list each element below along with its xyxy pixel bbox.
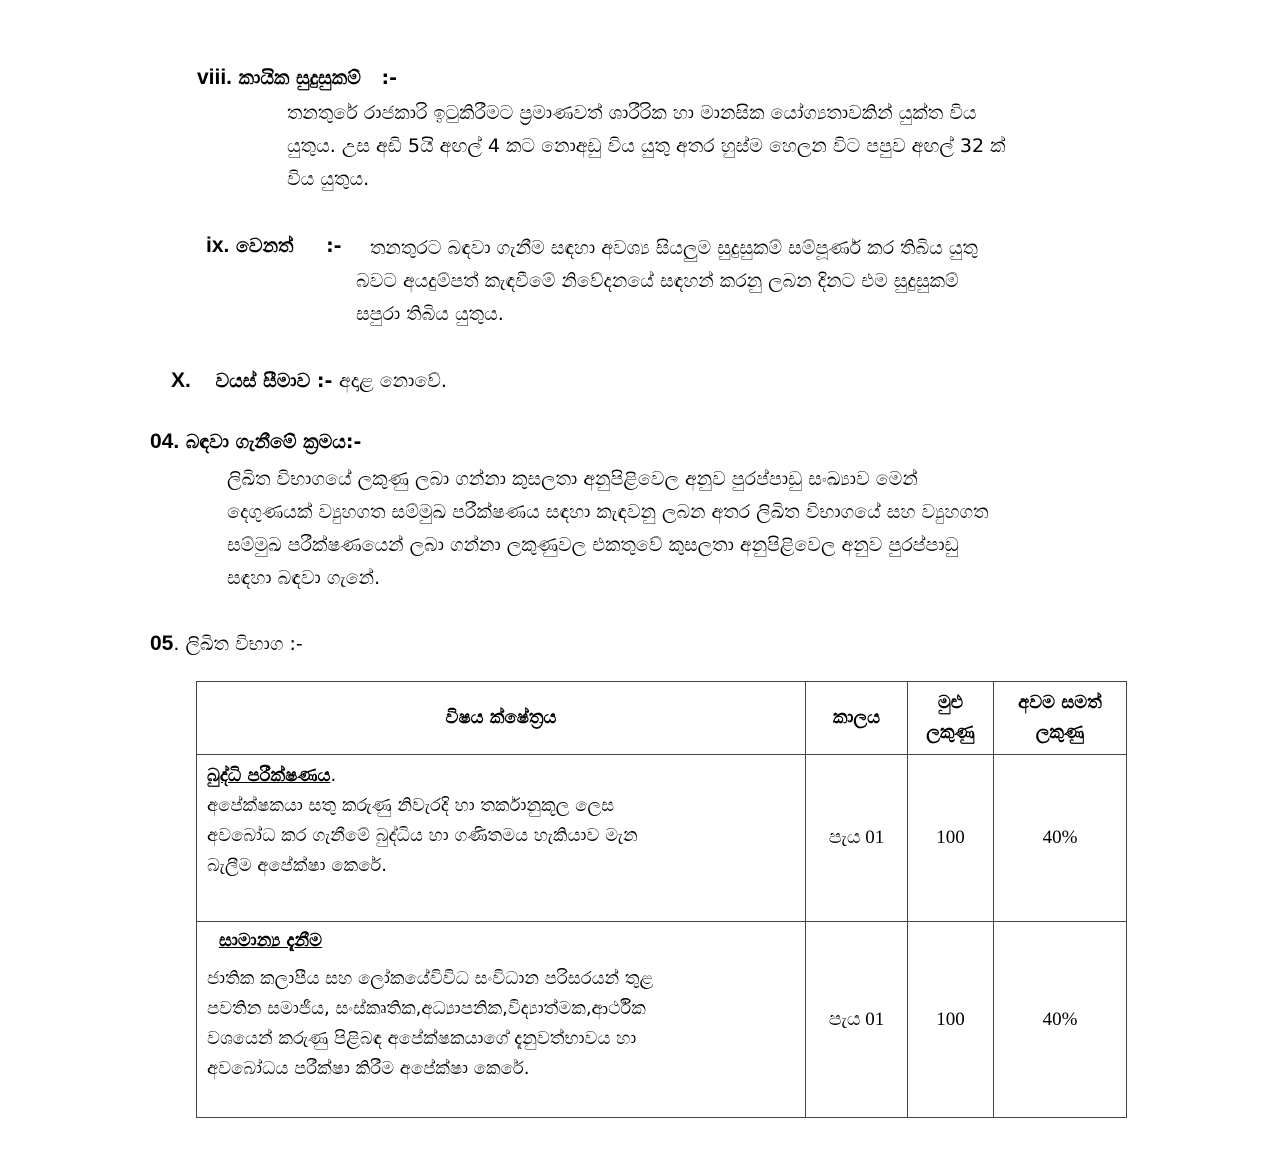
row-min-pass: 40% [994,922,1127,1118]
section-05-number: 05 [150,632,174,655]
header-duration: කාලය [806,682,908,755]
section-viii-body [287,97,1127,196]
section-ix-line: සපුරා තිබිය යුතුය. [356,303,504,325]
section-04-line: සම්මුඛ පරීක්ෂණයෙන් ලබා ගන්නා ලකුණුවල එකතුවේ කුසලතා අනුපිළිවෙල අනුව පුරප්පාඩු [227,534,959,556]
row-subject-title: බුද්ධි පරීක්ෂණය [207,765,331,786]
table-row [197,922,1127,1118]
header-total-marks-line2: ලකුණු [926,722,975,743]
section-viii-line: විය යුතුය. [287,168,370,190]
row-description-line: බැලීම අපේක්ෂා කෙරේ. [207,855,387,876]
section-viii-heading [197,66,397,90]
row-subject-title-suffix: . [330,765,337,786]
section-viii-line: යුතුය. උස අඩි 5යි අඟල් 4 කට නොඅඩු විය යුතු අතර හුස්ම හෙලන විට පපුව අඟල් 32 ක් [287,135,1006,157]
row-subject-cell [197,922,806,1118]
table-row [197,755,1127,922]
section-05-title: . ලිඛිත විභාග :- [173,633,303,655]
header-total-marks [908,682,994,755]
row-duration: පැය 01 [806,755,908,922]
header-total-marks-line1: මුළු [937,692,964,713]
section-04-line: සඳහා බඳවා ගැනේ. [227,567,381,589]
row-description-line: අපේක්ෂකයා සතු කරුණු නිවැරදි හා තර්කානුකූල ලෙස [207,795,615,816]
header-min-pass-line1: අවම සමත් [1018,692,1102,713]
section-ix-separator: :- [326,235,342,257]
section-04-title: බඳවා ගැනීමේ ක්‍රමය:- [185,431,362,453]
section-x-label: X. [171,369,191,392]
row-description-line: වශයෙන් කරුණු පිළිබඳ අපේක්ෂකයාගේ දැනුවත්භාවය හා [207,1028,637,1049]
section-x-text: අදාළ නොවේ. [339,370,447,392]
section-04-heading [150,430,361,454]
section-04-number: 04. [150,430,180,453]
header-min-pass-line2: ලකුණු [1035,722,1085,743]
section-ix-heading [206,234,342,258]
section-ix-title: වෙනත් [235,235,294,257]
section-viii-separator: :- [381,67,397,89]
row-total-marks: 100 [908,922,994,1118]
row-description-line: අවබෝධ කර ගැනීමේ බුද්ධිය හා ගණිතමය හැකියාව මැන [207,825,638,846]
row-duration: පැය 01 [806,922,908,1118]
written-exam-table [196,681,1127,1118]
row-subject-title: සාමාන්‍ය දැනීම [219,930,323,951]
row-subject-cell [197,755,806,922]
section-viii-line: තනතුරේ රාජකාරි ඉටුකිරීමට ප්‍රමාණවත් ශාරීරික හා මානසික යෝග්‍යතාවකින් යුක්ත විය [287,102,977,124]
section-x-title: වයස් සීමාව :- [215,370,333,392]
row-description-line: අවබෝධය පරීක්ෂා කිරීම අපේක්ෂා කෙරේ. [207,1058,530,1079]
section-x-heading [171,369,447,393]
header-subject: විෂය ක්ෂේත්‍රය [197,682,806,755]
section-viii-label: viii. [197,66,233,89]
section-04-line: දෙගුණයක් ව්‍යුහගත සම්මුඛ පරීක්ෂණය සඳහා කැඳවනු ලබන අතර ලිඛිත විභාගයේ සහ ව්‍යුහගත [227,501,989,523]
row-total-marks: 100 [908,755,994,922]
section-ix-line-first: තනතුරට බඳවා ගැනීම සඳහා අවශ්‍ය සියලුම සුදුසුකම් සම්පූර්ණ කර තිබිය යුතු [370,237,978,259]
section-ix-line: බවට අයදුම්පත් කැඳවීමේ නිවේදනයේ සඳහන් කරනු ලබන දිනට එම සුදුසුකම් [356,270,959,292]
row-min-pass: 40% [994,755,1127,922]
table-header-row [197,682,1127,755]
section-05-heading [150,632,303,656]
section-viii-title: කායික සුදුසුකම් [238,67,361,89]
section-04-line: ලිඛිත විභාගයේ ලකුණු ලබා ගන්නා කුසලතා අනුපිළිවෙල අනුව පුරප්පාඩු සංඛ්‍යාව මෙන් [227,468,918,490]
header-min-pass-marks [994,682,1127,755]
row-description-line: පවතින සමාජීය, සංස්කෘතික,අධ්‍යාපනික,විද්‍යාත්මක,ආර්ථික [207,998,646,1019]
section-ix-body [356,265,959,331]
section-04-body [227,463,1127,595]
row-description-line: ජාතික කලාපීය සහ ලෝකයේවිවිධ සංවිධාන පරිසරයන් තුළ [207,968,654,989]
section-ix-label: ix. [206,234,230,257]
